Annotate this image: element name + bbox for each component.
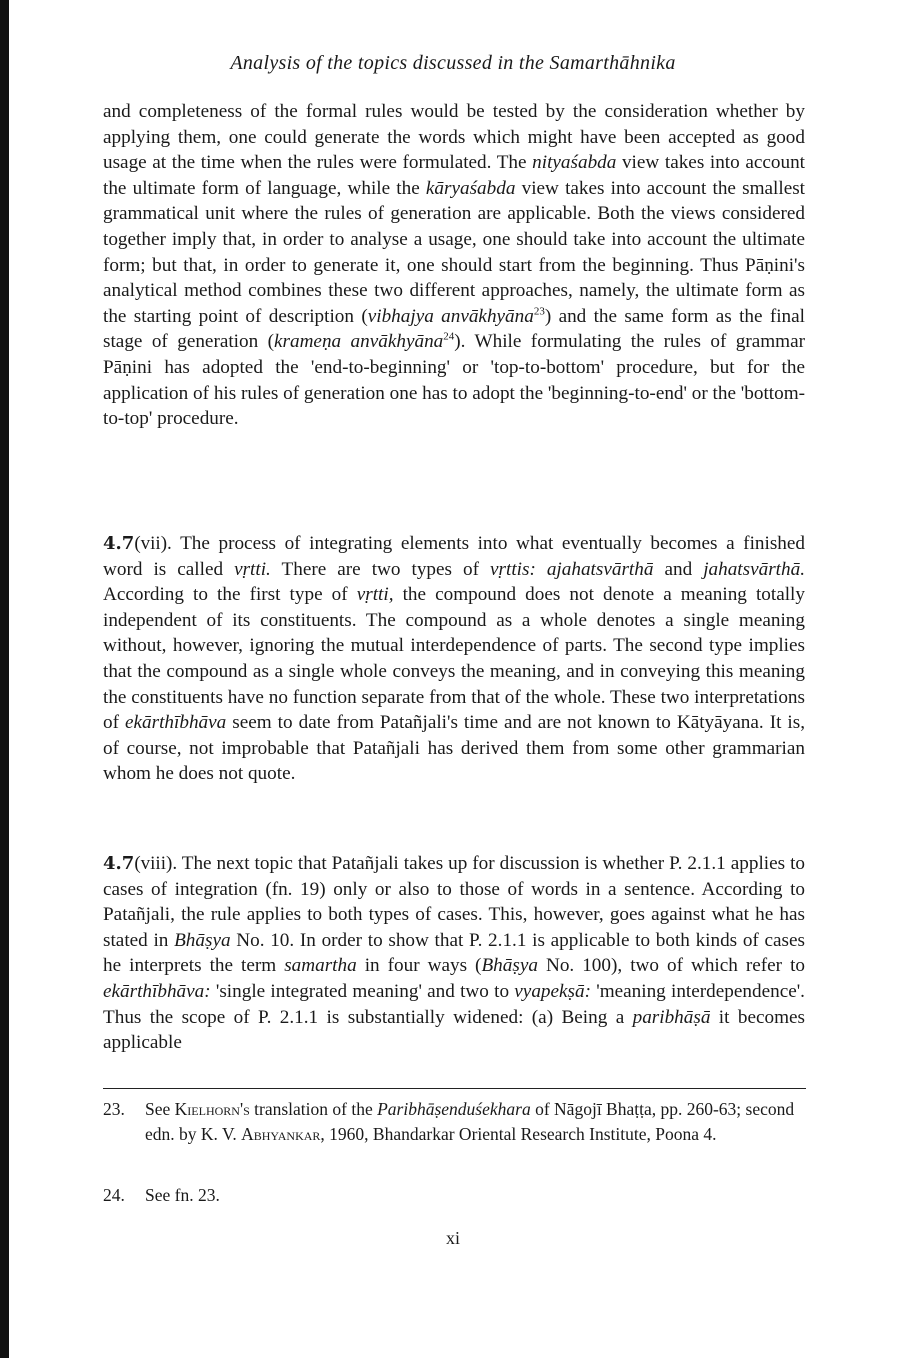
running-title: Analysis of the topics discussed in the: [230, 52, 550, 74]
footnote-number: 24.: [103, 1185, 125, 1205]
paragraph-1: and completeness of the formal rules would be tested by the consideration whether by applying them, one could generate the words which might have been accepted as good usage at the time when the rules were formulated. The nityaśabda view takes into account the ultimate form of language, while the kāryaśabda view takes into account the smallest grammatical unit where the rules of generation are applicable. Both the views considered together imply that, in order to analyse a usage, one should take into account the ultimate form; but that, in order to generate it, one should start from the beginning. Thus Pāṇini's analytical method combines these two different approaches, namely, the ultimate form as the starting point of description (vibhajya anvākhyāna$^{23}$) and the same form as the final stage of generation (krameṇa anvākhyāna$^{24}$). While formulating the rules of grammar Pāṇini has adopted the 'end-to-beginning' or 'top-to-bottom' procedure, but for the application of his rules of generation one has to adopt the 'beginning-to-end' or the 'bottom-to-top' procedure.: [103, 101, 806, 430]
book-spine-shadow: [0, 0, 9, 1358]
paragraph-4-7-vii: 4.7(vii). The process of integrating elements into what eventually becomes a finished word is called vṛtti. There are two types of vṛttis: ajahatsvārthā and jahatsvārthā. According to the first type of vṛtti, the compound does not denote a meaning totally independent of its constituents. The compound as a whole denotes a single meaning without, however, ignoring the mutual interdependence of parts. The second type implies that the compound as a single whole conveys the meaning, and in conveying this meaning the constituents have no function separate from that of the whole. These two interpretations of ekārthībhāva seem to date from Patañjali's time and are not known to Kātyāyana. It is, of course, not improbable that Patañjali has derived them from some other grammarian whom he does not quote.: [103, 533, 806, 785]
footnote-text: See Kielhorn's translation of the Paribhāṣenduśekhara of Nāgojī Bhaṭṭa, pp. 260-63; second edn. by K. V. Abhyankar, 1960, Bhandarkar Oriental Research Institute, Poona 4.: [145, 1099, 795, 1144]
footnote-23: [103, 1097, 808, 1147]
footnote-number: 23.: [103, 1099, 125, 1119]
section-number: 4.7(viii): [103, 853, 173, 874]
footnote-24: [103, 1183, 808, 1208]
footnote-ref-23[interactable]: 23: [533, 305, 545, 318]
footnote-divider: [103, 1088, 806, 1089]
running-title-work: Samarthāhnika: [549, 52, 676, 74]
running-header: [0, 52, 906, 75]
footnote-ref-24[interactable]: 24: [443, 330, 455, 343]
paragraph-4-7-viii: 4.7(viii). The next topic that Patañjali takes up for discussion is whether P. 2.1.1 applies to cases of integration (fn. 19) only or also to those of words in a sentence. According to Patañjali, the rule applies to both types of cases. This, however, goes against what he has stated in Bhāṣya No. 10. In order to show that P. 2.1.1 is applicable to both kinds of cases he interprets the term samartha in four ways (Bhāṣya No. 100), two of which refer to ekārthībhāva: 'single integrated meaning' and two to vyapekṣā: 'meaning interdependence'. Thus the scope of P. 2.1.1 is substantially widened: (a) Being a paribhāṣā it becomes applicable: [103, 853, 806, 1054]
page-number: xi: [445, 1228, 460, 1248]
footnote-text: See fn. 23.: [145, 1185, 220, 1205]
section-number: 4.7(vii): [103, 533, 168, 554]
